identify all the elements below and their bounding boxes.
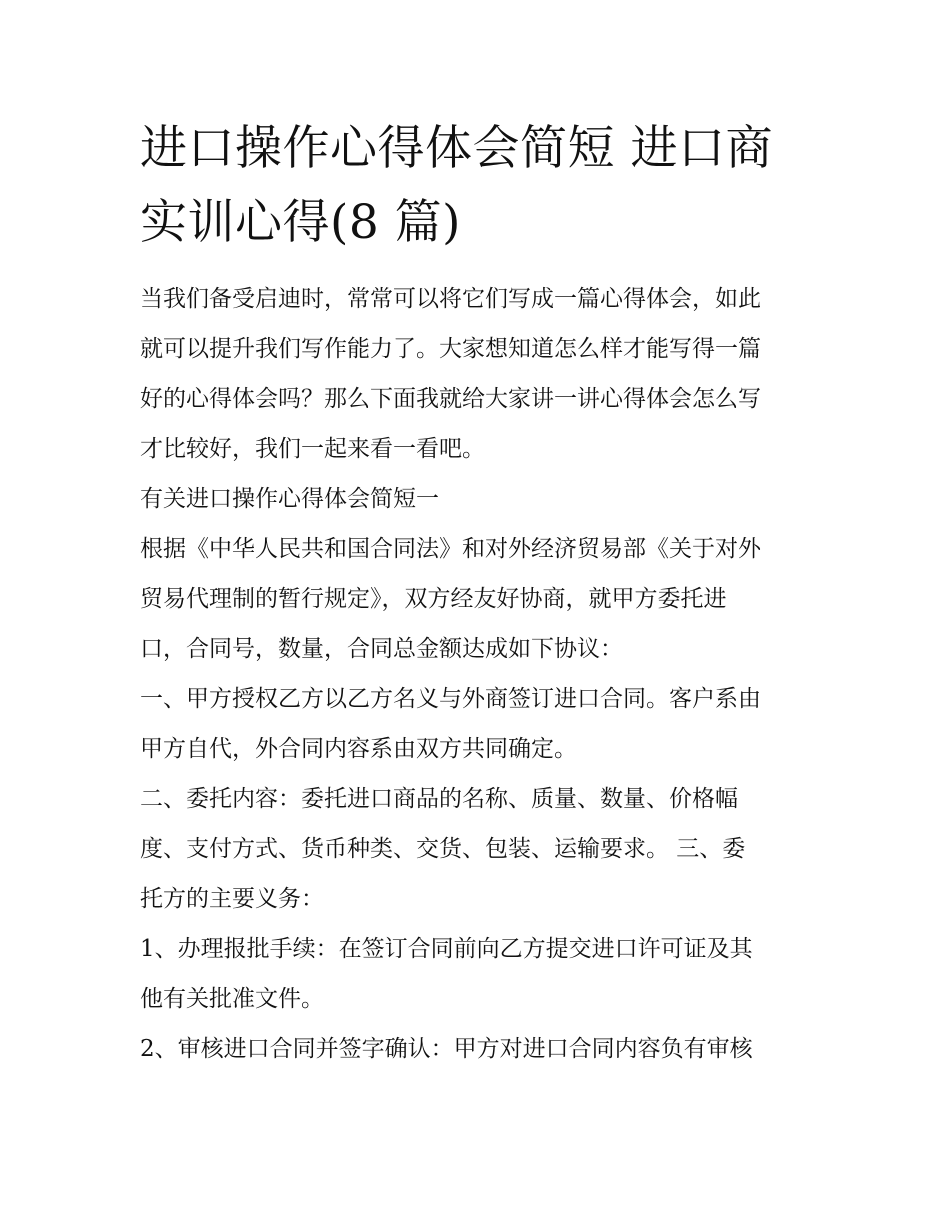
item-two-paragraph [140,1024,812,1074]
document-page [140,112,812,1074]
paragraph-line: 度、支付方式、货币种类、交货、包装、运输要求。 三、委 [140,836,746,862]
paragraph-line: 托方的主要义务： [140,886,324,912]
paragraph-line: 甲方自代，外合同内容系由双方共同确定。 [140,736,577,762]
paragraph-line: 1、办理报批手续：在签订合同前向乙方提交进口许可证及其 [140,936,753,962]
paragraph-line: 2、审核进口合同并签字确认：甲方对进口合同内容负有审核 [140,1036,753,1062]
paragraph-line: 口，合同号，数量，合同总金额达成如下协议： [140,636,623,662]
clause-one-paragraph [140,674,812,774]
paragraph-line: 才比较好，我们一起来看一看吧。 [140,436,485,462]
document-body [140,274,812,1074]
document-title [140,112,812,260]
contract-basis-paragraph [140,524,812,674]
paragraph-line: 二、委托内容：委托进口商品的名称、质量、数量、价格幅 [140,786,738,812]
paragraph-line: 就可以提升我们写作能力了。大家想知道怎么样才能写得一篇 [140,336,761,362]
paragraph-line: 贸易代理制的暂行规定》，双方经友好协商，就甲方委托进 [140,586,727,612]
title-line-2: 实训心得(8 篇) [140,195,462,250]
paragraph-line: 当我们备受启迪时，常常可以将它们写成一篇心得体会，如此 [140,286,761,312]
section-heading [140,474,812,524]
paragraph-line: 根据《中华人民共和国合同法》和对外经济贸易部《关于对外 [140,536,761,562]
paragraph-line: 一、甲方授权乙方以乙方名义与外商签订进口合同。客户系由 [140,686,761,712]
section-heading-line: 有关进口操作心得体会简短一 [140,486,439,512]
clause-two-paragraph [140,774,812,924]
paragraph-line: 好的心得体会吗？那么下面我就给大家讲一讲心得体会怎么写 [140,386,761,412]
item-one-paragraph [140,924,812,1024]
title-line-1: 进口操作心得体会简短 进口商 [140,121,773,176]
intro-paragraph [140,274,812,474]
paragraph-line: 他有关批准文件。 [140,986,324,1012]
